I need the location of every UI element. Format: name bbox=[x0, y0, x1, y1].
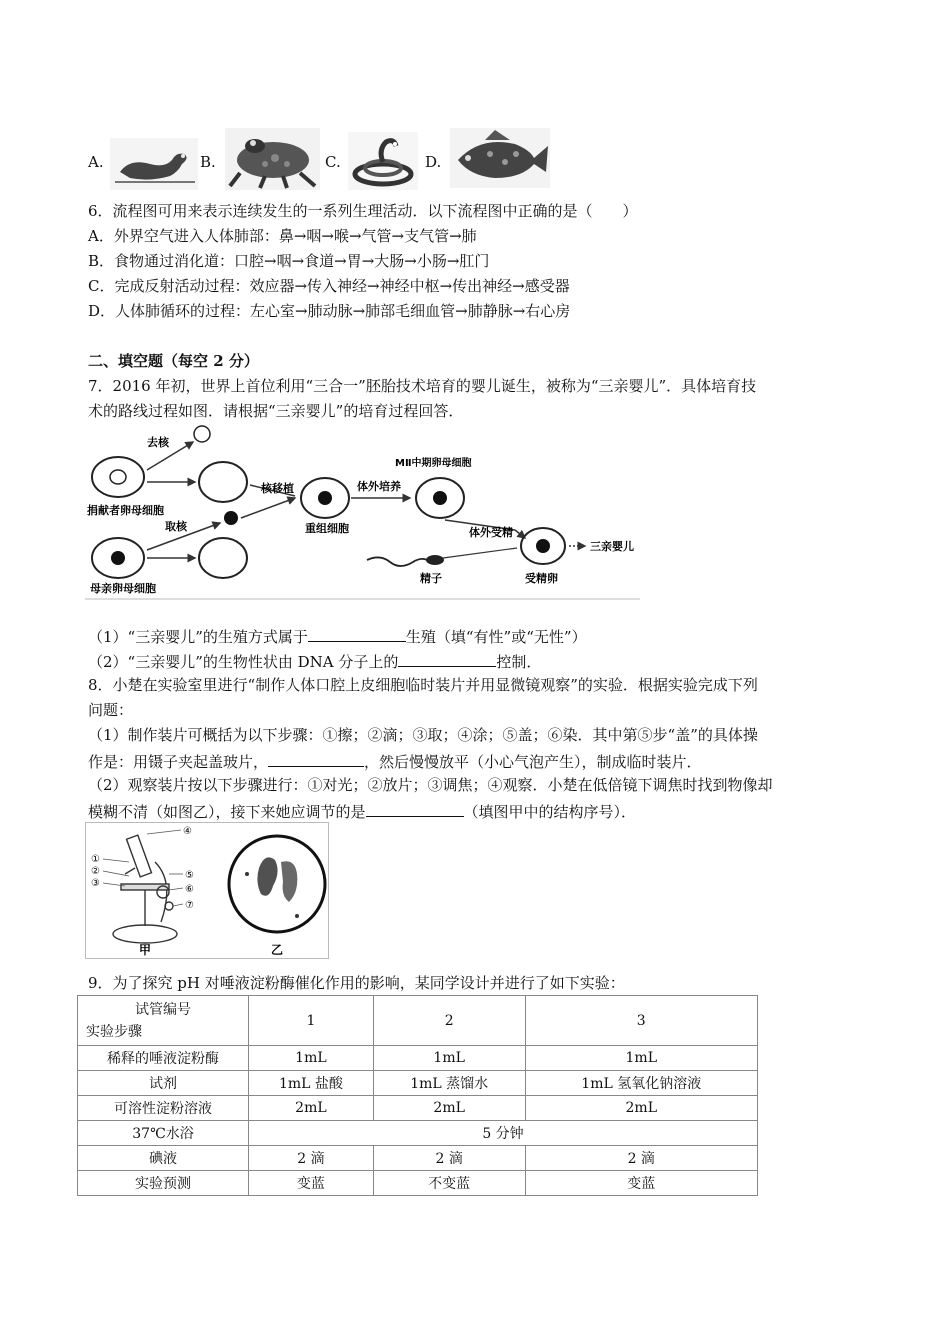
remove-nucleus-label: 去核 bbox=[147, 436, 169, 449]
q6-option-d: D．人体肺循环的过程：左心室→肺动脉→肺部毛细血管→肺静脉→右心房 bbox=[88, 302, 571, 320]
row-label: 碘液 bbox=[78, 1146, 249, 1171]
q7-sub2 bbox=[88, 650, 541, 672]
row-label: 试剂 bbox=[78, 1071, 249, 1096]
label-7: ⑦ bbox=[185, 900, 194, 911]
option-a-label: A. bbox=[88, 153, 104, 171]
q9-stem: 9．为了探究 pH 对唾液淀粉酶催化作用的影响，某同学设计并进行了如下实验： bbox=[88, 974, 625, 992]
q8-sub1-blank[interactable] bbox=[268, 750, 364, 767]
row-label: 稀释的唾液淀粉酶 bbox=[78, 1046, 249, 1071]
q6-stem: 6．流程图可用来表示连续发生的一系列生理活动．以下流程图中正确的是（ ） bbox=[88, 202, 638, 220]
row-label: 37℃水浴 bbox=[78, 1121, 249, 1146]
q8-line-6-text: 模糊不清（如图乙），接下来她应调节的是 bbox=[88, 803, 366, 821]
experiment-table bbox=[77, 995, 758, 1196]
fish-image bbox=[450, 128, 550, 188]
label-5: ⑤ bbox=[185, 870, 194, 881]
table-cell: 1mL bbox=[249, 1046, 374, 1071]
table-cell: 1mL 蒸馏水 bbox=[373, 1071, 525, 1096]
microscope-figure bbox=[85, 822, 330, 960]
q7-sub2-hint: 控制． bbox=[496, 653, 542, 671]
duck-image bbox=[110, 138, 198, 190]
table-cell: 不变蓝 bbox=[373, 1171, 525, 1196]
q7-sub1 bbox=[88, 625, 587, 647]
merged-cell: 5 分钟 bbox=[249, 1121, 758, 1146]
table-cell: 2 滴 bbox=[373, 1146, 525, 1171]
sperm-label: 精子 bbox=[420, 572, 442, 585]
donor-egg-cell bbox=[92, 457, 144, 497]
q8-line-6-hint: （填图甲中的结构序号）． bbox=[463, 803, 637, 821]
table-cell: 2mL bbox=[525, 1096, 757, 1121]
q6-option-a: A．外界空气进入人体肺部：鼻→咽→喉→气管→支气管→肺 bbox=[88, 227, 477, 245]
q6-option-b: B．食物通过消化道：口腔→咽→食道→胃→大肠→小肠→肛门 bbox=[88, 252, 490, 270]
label-6: ⑥ bbox=[185, 884, 194, 895]
q7-sub1-blank[interactable] bbox=[308, 625, 406, 642]
header-cell bbox=[78, 996, 249, 1046]
table-cell: 2mL bbox=[373, 1096, 525, 1121]
taken-nucleus bbox=[224, 511, 238, 525]
q7-sub2-blank[interactable] bbox=[398, 650, 496, 667]
option-d-label: D. bbox=[425, 153, 442, 171]
q7-sub2-text: （2）“三亲婴儿”的生物性状由 DNA 分子上的 bbox=[88, 653, 399, 671]
enucleated-donor-egg bbox=[199, 462, 247, 502]
q8-line-2: 问题： bbox=[88, 701, 134, 719]
donor-label: 捐献者卵母细胞 bbox=[87, 504, 164, 517]
col-header-3: 3 bbox=[525, 996, 757, 1046]
table-cell: 1mL bbox=[525, 1046, 757, 1071]
fertilize-label: 体外受精 bbox=[469, 526, 513, 539]
label-3: ③ bbox=[91, 878, 100, 889]
yi-label: 乙 bbox=[271, 943, 284, 957]
q8-line-5: （2）观察装片按以下步骤进行：①对光；②放片；③调焦；④观察．小楚在低倍镜下调焦时找到物像却 bbox=[88, 776, 773, 794]
snake-image bbox=[348, 132, 418, 190]
q8-line-4-text: 作是：用镊子夹起盖玻片， bbox=[88, 753, 269, 771]
sperm-head bbox=[426, 555, 444, 565]
table-cell: 1mL bbox=[373, 1046, 525, 1071]
enucleated-mother-egg bbox=[199, 538, 247, 578]
q8-line-4 bbox=[88, 750, 702, 772]
blurry-view-circle bbox=[229, 836, 325, 932]
q8-line-4-rest: ，然后慢慢放平（小心气泡产生），制成临时装片． bbox=[364, 753, 702, 771]
label-1: ① bbox=[91, 854, 100, 865]
table-row bbox=[78, 1146, 758, 1171]
mother-label: 母亲卵母细胞 bbox=[90, 582, 156, 595]
microscope-drawing bbox=[113, 835, 177, 943]
table-cell: 变蓝 bbox=[525, 1171, 757, 1196]
table-header-row bbox=[78, 996, 758, 1046]
label-4: ④ bbox=[183, 826, 192, 837]
col-header-1: 1 bbox=[249, 996, 374, 1046]
label-2: ② bbox=[91, 866, 100, 877]
table-cell: 变蓝 bbox=[249, 1171, 374, 1196]
row-label: 实验预测 bbox=[78, 1171, 249, 1196]
mii-label: MⅡ中期卵母细胞 bbox=[395, 458, 472, 469]
zygote-label: 受精卵 bbox=[525, 572, 558, 585]
recombined-label: 重组细胞 bbox=[305, 522, 349, 535]
table-row bbox=[78, 1071, 758, 1096]
culture-label: 体外培养 bbox=[357, 480, 401, 493]
removed-nucleus bbox=[194, 426, 210, 442]
transplant-label: 核移植 bbox=[261, 482, 294, 495]
q8-line-3: （1）制作装片可概括为以下步骤：①擦；②滴；③取；④涂；⑤盖；⑥染．其中第⑤步“盖”的具体操 bbox=[88, 726, 758, 744]
header-bottom-label: 实验步骤 bbox=[86, 1023, 142, 1040]
q8-line-1: 8．小楚在实验室里进行“制作人体口腔上皮细胞临时装片并用显微镜观察”的实验．根据实验完成下列 bbox=[88, 676, 758, 694]
table-cell: 1mL 盐酸 bbox=[249, 1071, 374, 1096]
table-row bbox=[78, 1096, 758, 1121]
table-row bbox=[78, 1046, 758, 1071]
sperm-tail bbox=[367, 557, 427, 566]
option-b-label: B. bbox=[200, 153, 216, 171]
option-c-label: C. bbox=[325, 153, 341, 171]
q8-line-6 bbox=[88, 800, 636, 822]
header-top-label: 试管编号 bbox=[135, 1001, 191, 1018]
q7-sub1-hint: 生殖（填“有性”或“无性”） bbox=[405, 628, 587, 646]
table-cell: 2mL bbox=[249, 1096, 374, 1121]
table-row bbox=[78, 1171, 758, 1196]
frog-image bbox=[225, 128, 320, 190]
q6-option-c: C．完成反射活动过程：效应器→传入神经→神经中枢→传出神经→感受器 bbox=[88, 277, 570, 295]
q7-sub1-text: （1）“三亲婴儿”的生殖方式属于 bbox=[88, 628, 308, 646]
section-2-heading: 二、填空题（每空 2 分） bbox=[88, 352, 259, 370]
baby-label: 三亲婴儿 bbox=[590, 540, 634, 553]
table-row bbox=[78, 1121, 758, 1146]
donor-nucleus bbox=[110, 470, 126, 484]
mother-nucleus bbox=[111, 551, 125, 565]
col-header-2: 2 bbox=[373, 996, 525, 1046]
q7-line-1: 7．2016 年初，世界上首位利用“三合一”胚胎技术培育的婴儿诞生，被称为“三亲婴儿”．具体培育技 bbox=[88, 377, 757, 395]
jia-label: 甲 bbox=[139, 943, 152, 957]
q7-line-2: 术的路线过程如图．请根据“三亲婴儿”的培育过程回答． bbox=[88, 402, 464, 420]
row-label: 可溶性淀粉溶液 bbox=[78, 1096, 249, 1121]
table-cell: 2 滴 bbox=[525, 1146, 757, 1171]
q8-sub2-blank[interactable] bbox=[366, 800, 464, 817]
three-parent-baby-diagram bbox=[85, 420, 645, 600]
table-cell: 2 滴 bbox=[249, 1146, 374, 1171]
take-nucleus-label: 取核 bbox=[165, 520, 187, 533]
table-cell: 1mL 氢氧化钠溶液 bbox=[525, 1071, 757, 1096]
